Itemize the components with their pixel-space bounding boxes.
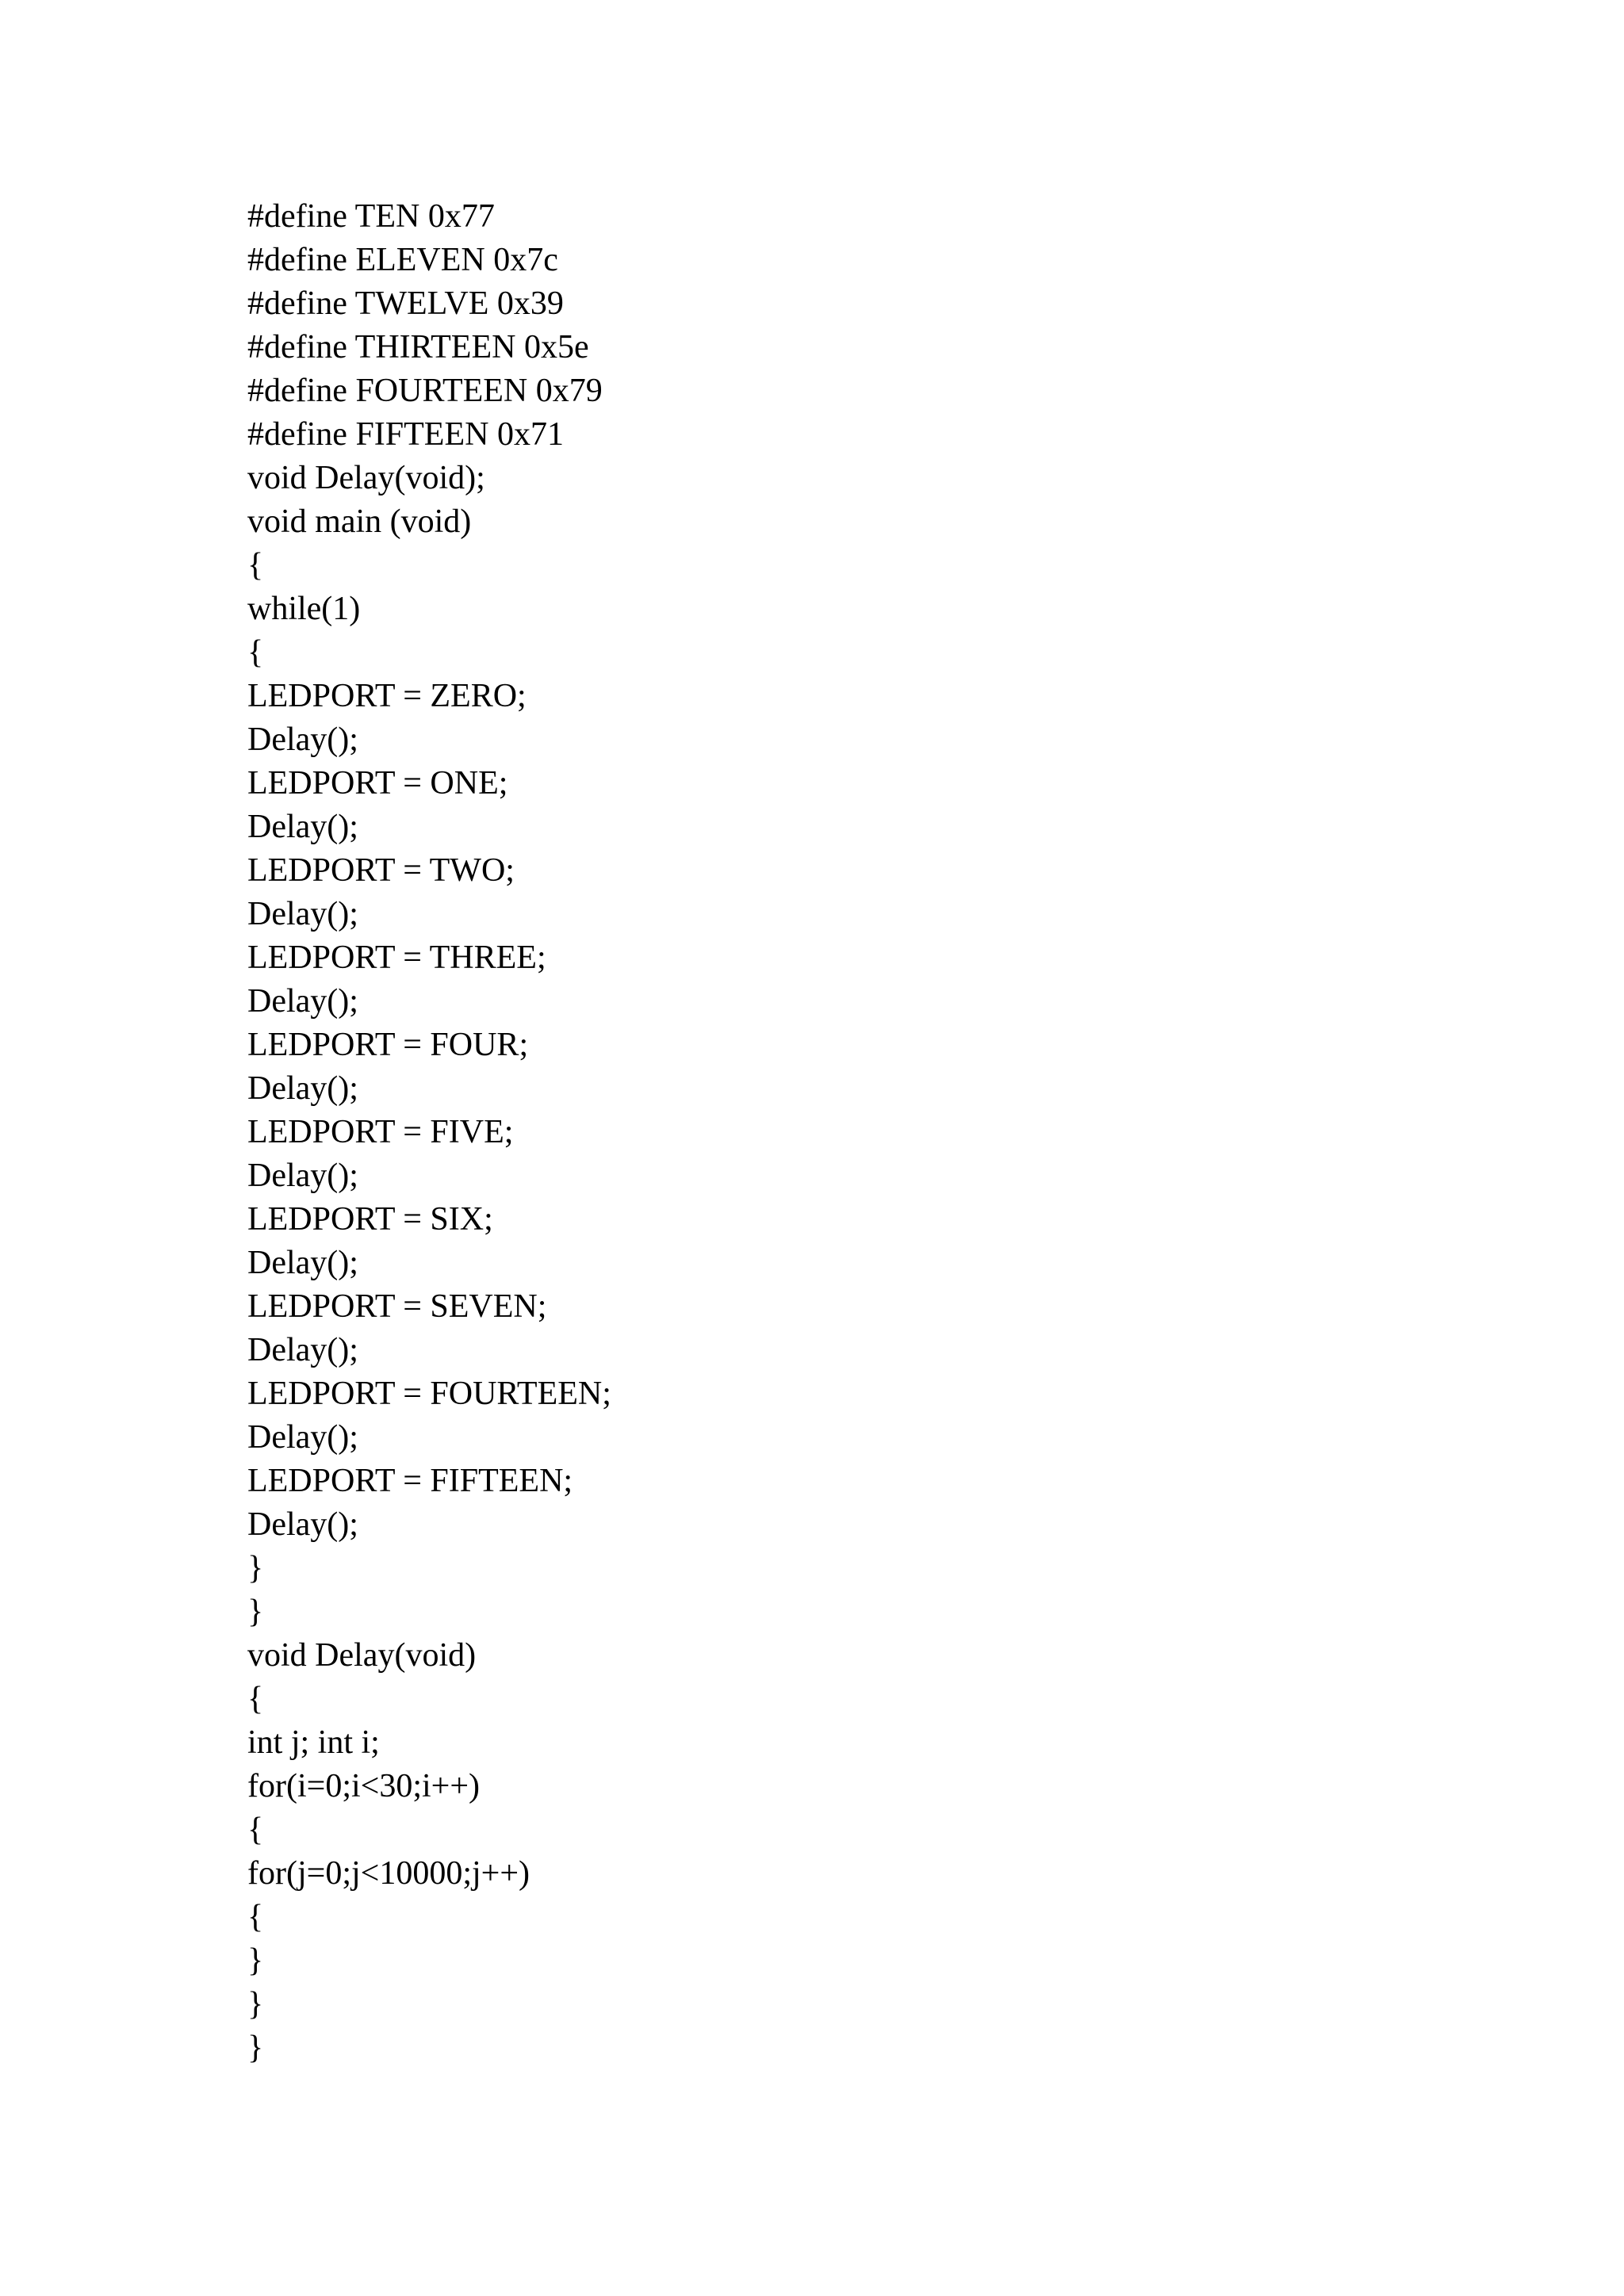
code-line: for(i=0;i<30;i++) [247, 1768, 481, 1804]
code-line: #define FIFTEEN 0x71 [247, 416, 564, 453]
code-line: LEDPORT = ZERO; [247, 678, 527, 714]
code-line: } [247, 1942, 264, 1979]
code-line: void Delay(void); [247, 460, 485, 496]
code-line: { [247, 547, 264, 584]
code-line: } [247, 1550, 264, 1586]
code-line: #define THIRTEEN 0x5e [247, 329, 589, 365]
code-line: Delay(); [247, 1419, 358, 1456]
code-line: int j; int i; [247, 1724, 380, 1761]
code-line: void Delay(void) [247, 1637, 477, 1674]
code-line: { [247, 634, 264, 671]
code-line: LEDPORT = SEVEN; [247, 1288, 547, 1325]
code-line: #define ELEVEN 0x7c [247, 242, 558, 278]
code-line: #define FOURTEEN 0x79 [247, 373, 603, 409]
code-line: LEDPORT = THREE; [247, 939, 546, 976]
code-line: Delay(); [247, 1158, 358, 1194]
code-line: } [247, 2030, 264, 2066]
code-listing [247, 195, 611, 2070]
code-line: } [247, 1986, 264, 2022]
code-line: LEDPORT = FIVE; [247, 1114, 514, 1150]
code-line: Delay(); [247, 809, 358, 845]
code-line: Delay(); [247, 721, 358, 758]
code-line: Delay(); [247, 983, 358, 1020]
code-line: { [247, 1812, 264, 1848]
code-line: for(j=0;j<10000;j++) [247, 1855, 530, 1892]
code-line: Delay(); [247, 1332, 358, 1368]
code-line: { [247, 1899, 264, 1935]
code-line: { [247, 1681, 264, 1717]
code-line: while(1) [247, 591, 361, 627]
code-line: LEDPORT = FOURTEEN; [247, 1376, 611, 1412]
code-line: LEDPORT = FIFTEEN; [247, 1463, 573, 1499]
code-line: Delay(); [247, 1506, 358, 1543]
code-line: #define TWELVE 0x39 [247, 285, 564, 322]
code-line: #define TEN 0x77 [247, 198, 495, 235]
code-line: LEDPORT = TWO; [247, 852, 515, 889]
code-line: } [247, 1594, 264, 1630]
code-line: Delay(); [247, 896, 358, 932]
code-line: void main (void) [247, 503, 472, 540]
code-line: LEDPORT = ONE; [247, 765, 508, 802]
code-line: Delay(); [247, 1245, 358, 1281]
code-line: Delay(); [247, 1070, 358, 1107]
code-line: LEDPORT = FOUR; [247, 1027, 529, 1063]
code-line: LEDPORT = SIX; [247, 1201, 493, 1238]
